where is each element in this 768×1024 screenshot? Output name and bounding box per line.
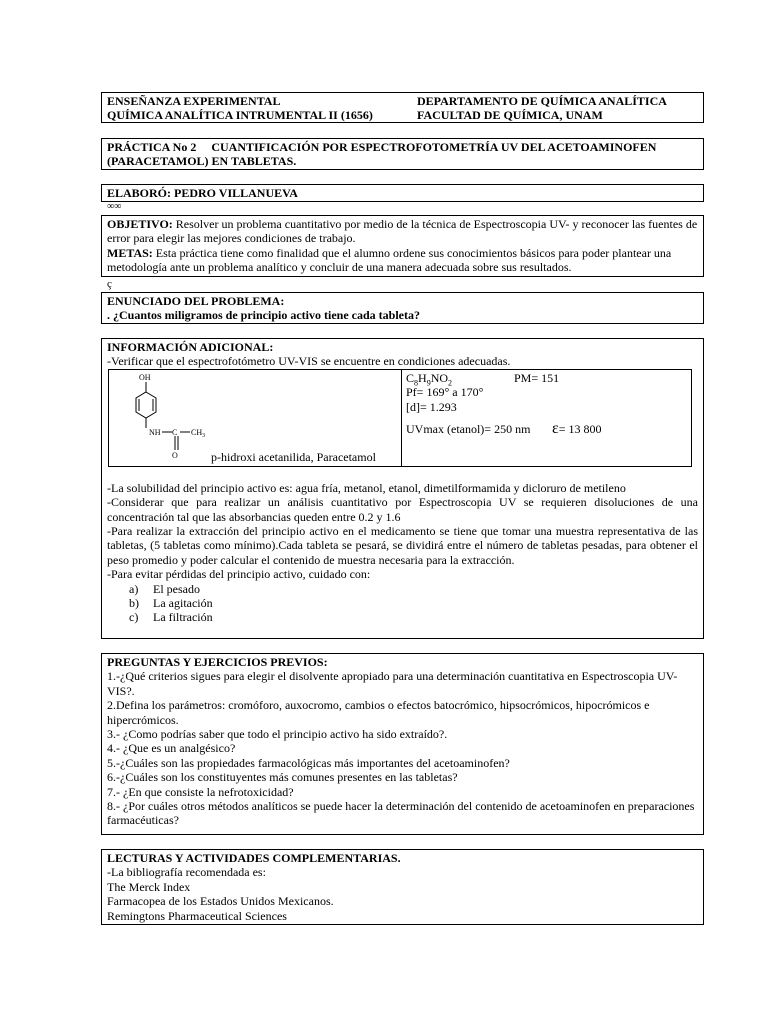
nh-label: NH (149, 427, 161, 437)
question-item: 4.- ¿Que es un analgésico? (107, 741, 236, 756)
author-box (101, 184, 704, 202)
concentration-paragraph: -Considerar que para realizar un análisis cuantitativo por Espectroscopia UV se requieren disoluciones de una concentración tal que las absorbancias queden entre 0.2 y 1.6 (107, 495, 698, 524)
readings-label: LECTURAS Y ACTIVIDADES COMPLEMENTARIAS. (107, 851, 401, 865)
reference-item: Farmacopea de los Estados Unidos Mexicanos. (107, 894, 334, 909)
question-item: 8.- ¿Por cuáles otros métodos analíticos se puede hacer la determinación del contenido de acetoaminofen en preparaciones farmacéuticas? (107, 799, 695, 828)
additional-info-box (101, 338, 704, 639)
uv-row (406, 422, 687, 436)
o-label: O (172, 450, 178, 460)
problem-label: ENUNCIADO DEL PROBLEMA: (107, 294, 285, 308)
oh-label: OH (139, 372, 151, 382)
problem-question: . ¿Cuantos miligramos de principio activo tiene cada tableta? (107, 308, 420, 323)
stray-mark-2: ç (107, 278, 112, 290)
question-item: 1.-¿Qué criterios sigues para elegir el disolvente apropiado para una determinación cuantitativa en Espectroscopia UV-VIS?. (107, 669, 678, 698)
objective-label: OBJETIVO: (107, 217, 173, 231)
list-item: c) La filtración (129, 610, 213, 625)
question-item: 6.-¿Cuáles son los constituyentes más comunes presentes en las tabletas? (107, 770, 458, 785)
formula-row (406, 370, 687, 388)
molecular-weight: PM= 151 (514, 370, 560, 385)
loss-paragraph: -Para evitar pérdidas del principio activo, cuidado con: (107, 567, 371, 582)
reference-item: Remingtons Pharmaceutical Sciences (107, 908, 287, 923)
stray-mark: ∞∞ (107, 201, 122, 212)
practice-title-box (101, 138, 704, 170)
compound-table (107, 369, 698, 467)
list-item: a) El pesado (129, 581, 200, 596)
goals-paragraph (107, 246, 698, 275)
department-title: DEPARTAMENTO DE QUÍMICA ANALÍTICA (417, 94, 667, 108)
precaution-list (107, 582, 698, 625)
readings-box (101, 849, 704, 925)
uv-max: UVmax (etanol)= 250 nm (406, 422, 531, 437)
structure-cell (108, 369, 402, 467)
course-subtitle: QUÍMICA ANALÍTICA INTRUMENTAL II (1656) (107, 108, 373, 123)
solubility-paragraph: -La solubilidad del principio activo es: agua fría, metanol, etanol, dimetilformamida y dicloruro de metileno (107, 480, 626, 495)
course-title: ENSEÑANZA EXPERIMENTAL (107, 94, 281, 108)
properties-cell (402, 369, 692, 467)
paracetamol-structure (109, 370, 401, 466)
goals-text: Esta práctica tiene como finalidad que el alumno ordene sus conocimientos básicos para poder plantear una metodología ante un problema analítico y concluir de una manera adecuada sobre sus resultados. (107, 245, 672, 275)
question-item: 7.- ¿En que consiste la nefrotoxicidad? (107, 784, 294, 799)
molecular-formula: $C_8H_9NO_2$ (406, 370, 453, 388)
info-label: INFORMACIÓN ADICIONAL: (107, 340, 274, 354)
header-box (101, 92, 704, 123)
faculty-title: FACULTAD DE QUÍMICA, UNAM (417, 108, 603, 123)
extraction-paragraph: -Para realizar la extracción del principio activo en el medicamento se tiene que tomar una muestra representativa de las tabletas, (5 tabletas como mínimo).Cada tableta se pesará, se dividirá entre el número de tabletas pesadas, para obtener el peso promedio y poder calcular el contenido de muestra necesaria para la extracción. (107, 524, 698, 567)
info-intro: -Verificar que el espectrofotómetro UV-VIS se encuentre en condiciones adecuadas. (107, 354, 511, 369)
objective-paragraph (107, 217, 698, 246)
epsilon-symbol: ε (552, 420, 559, 438)
ch3-label: CH (191, 427, 203, 437)
epsilon-value: = 13 800 (558, 422, 602, 437)
practice-title-line1: PRÁCTICA No 2 CUANTIFICACIÓN POR ESPECTROFOTOMETRÍA UV DEL ACETOAMINOFEN (107, 140, 657, 154)
questions-label: PREGUNTAS Y EJERCICIOS PREVIOS: (107, 655, 328, 669)
reference-item: The Merck Index (107, 879, 191, 894)
question-item: 2.Defina los parámetros: cromóforo, auxocromo, cambios o efectos batocrómico, hipsocrómicos, hipocrómicos e hipercrómicos. (107, 698, 650, 727)
questions-box (101, 653, 704, 835)
readings-intro: -La bibliografía recomendada es: (107, 865, 266, 880)
question-item: 5.-¿Cuáles son las propiedades farmacológicas más importantes del acetoaminofen? (107, 755, 510, 770)
goals-label: METAS: (107, 245, 153, 260)
density: [d]= 1.293 (406, 399, 457, 414)
objective-text: Resolver un problema cuantitativo por medio de la técnica de Espectroscopia UV- y reconocer las fuentes de error para elegir las mejores condiciones de trabajo. (107, 217, 698, 246)
problem-box (101, 292, 704, 324)
author-label: ELABORÓ: PEDRO VILLANUEVA (107, 186, 298, 200)
list-item: b) La agitación (129, 596, 213, 611)
question-item: 3.- ¿Como podrías saber que todo el principio activo ha sido extraído?. (107, 727, 448, 742)
melting-point: Pf= 169° a 170° (406, 385, 484, 400)
c-label: C (172, 427, 178, 437)
practice-title-line2: (PARACETAMOL) EN TABLETAS. (107, 154, 297, 169)
ch3-sub: 3 (202, 432, 205, 439)
compound-name: p-hidroxi acetanilida, Paracetamol (211, 449, 376, 464)
objective-box (101, 215, 704, 277)
